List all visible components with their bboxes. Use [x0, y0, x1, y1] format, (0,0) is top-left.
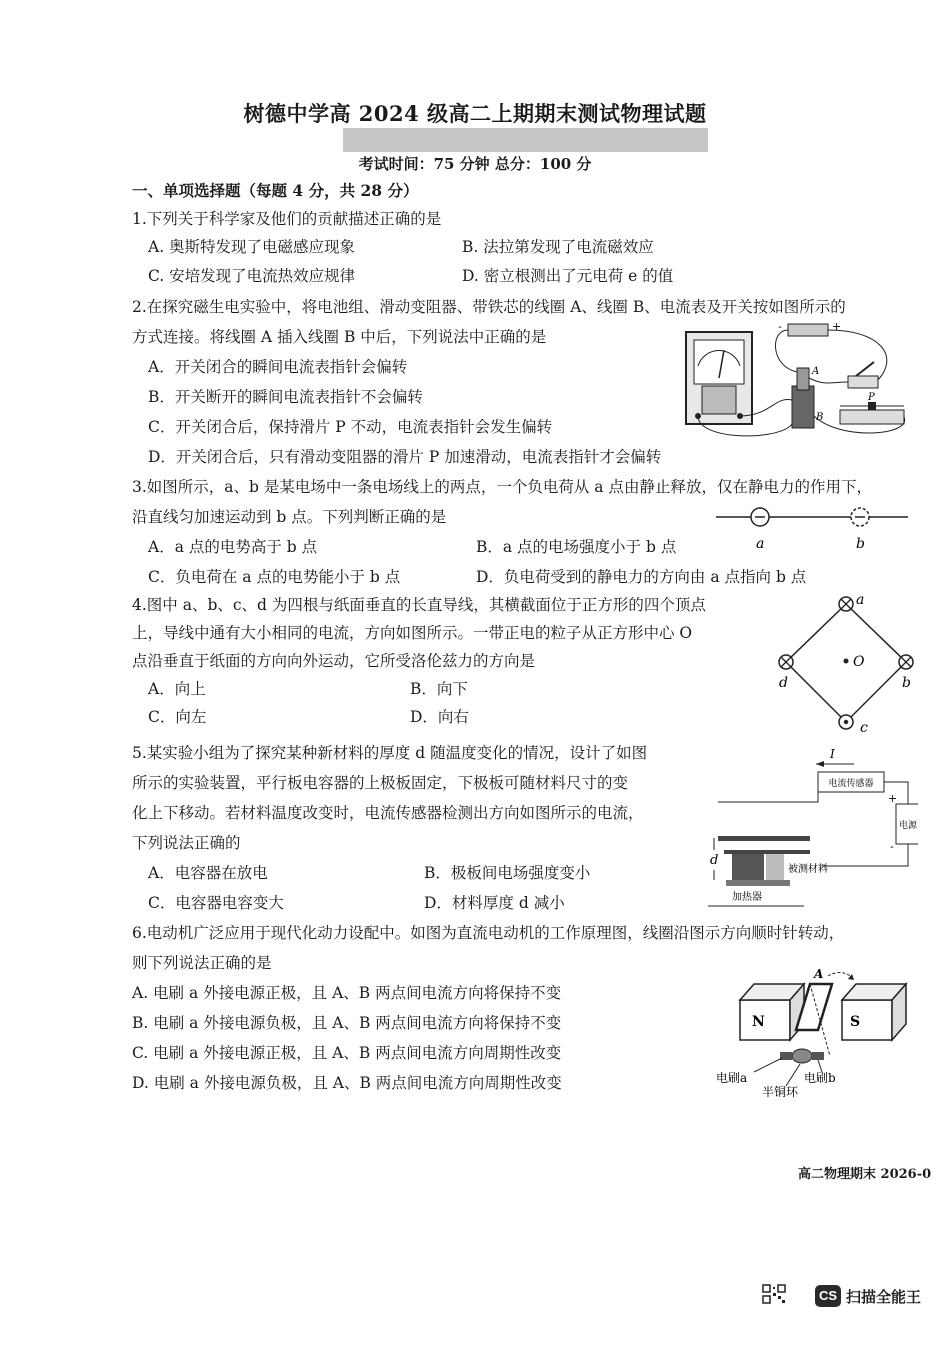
- commutator: [792, 1049, 812, 1063]
- redaction-bar: [343, 128, 708, 152]
- section-title: 一、单项选择题（每题 4 分，共 28 分）: [132, 181, 419, 200]
- question-6-stem-1: 6.电动机广泛应用于现代化动力设配中。如图为直流电动机的工作原理图，线圈沿图示方向顺时针转动，: [132, 924, 845, 942]
- point-b-label: b: [856, 536, 865, 552]
- question-4-stem-3: 点沿垂直于纸面的方向向外运动，它所受洛伦兹力的方向是: [132, 652, 536, 670]
- question-5-stem-1: 5.某实验小组为了探究某种新材料的厚度 d 随温度变化的情况，设计了如图: [132, 744, 648, 762]
- capacitor-lower-plate: [724, 850, 810, 854]
- wire-c-label: c: [860, 720, 868, 736]
- rheostat: [840, 410, 904, 424]
- q3-option-a: A．a 点的电势高于 b 点: [148, 538, 318, 556]
- q3-figure-field-line: [714, 504, 910, 552]
- brush-a-label: 电刷a: [716, 1071, 748, 1085]
- q6-option-c: C. 电刷 a 外接电源正极，且 A、B 两点间电流方向周期性改变: [132, 1044, 562, 1062]
- q5-option-a: A．电容器在放电: [148, 864, 268, 882]
- exam-info: 考试时间：75 分钟 总分：100 分: [358, 155, 592, 173]
- wire-c-dot: [844, 720, 848, 724]
- q2-option-c: C．开关闭合后，保持滑片 P 不动，电流表指针会发生偏转: [148, 418, 553, 436]
- wire-bottom-right: [822, 844, 908, 866]
- material-edge: [766, 854, 784, 880]
- question-5-stem-3: 化上下移动。若材料温度改变时，电流传感器检测出方向如图所示的电流，: [132, 804, 644, 822]
- footer-text: 高二物理期末 2026-0: [798, 1167, 932, 1182]
- wire-4: [828, 330, 887, 380]
- q3-option-c: C．负电荷在 a 点的电势能小于 b 点: [148, 568, 401, 586]
- brush-a: [780, 1052, 792, 1060]
- rheostat-slider: [868, 402, 876, 410]
- brush-b-label: 电刷b: [804, 1071, 836, 1085]
- q5-option-b: B．极板间电场强度变小: [424, 864, 591, 882]
- wire-top-left: [718, 782, 818, 802]
- capacitor-upper-plate: [718, 836, 810, 841]
- qr-code-icon: [762, 1284, 786, 1304]
- wire-d-label: d: [779, 675, 788, 691]
- heater-label: 加热器: [732, 892, 762, 903]
- thickness-d-label: d: [710, 853, 719, 868]
- q6-option-b: B. 电刷 a 外接电源负极，且 A、B 两点间电流方向将保持不变: [132, 1014, 562, 1032]
- test-material: [732, 854, 764, 880]
- power-minus-label: -: [890, 840, 894, 853]
- q6-option-d: D. 电刷 a 外接电源负极，且 A、B 两点间电流方向周期性改变: [132, 1074, 562, 1092]
- current-i-label: I: [830, 747, 835, 761]
- battery: [788, 324, 828, 336]
- brush-b: [812, 1052, 824, 1060]
- question-3-stem-2: 沿直线匀加速运动到 b 点。下列判断正确的是: [132, 508, 447, 526]
- magnet-n-front: [740, 1000, 790, 1040]
- wire-b-label: b: [902, 675, 911, 691]
- q4-option-d: D．向右: [410, 708, 469, 726]
- brush-a-pointer: [754, 1058, 782, 1072]
- current-arrowhead: [816, 761, 824, 767]
- slider-p-label: P: [868, 392, 875, 403]
- switch: [848, 376, 878, 388]
- half-ring-label: 半铜环: [762, 1085, 799, 1098]
- q5-figure-capacitor-circuit: [704, 746, 918, 908]
- coil-a: [797, 368, 809, 390]
- q4-option-c: C．向左: [148, 708, 207, 726]
- scanner-logo: CS: [815, 1285, 841, 1307]
- question-4-stem-1: 4.图中 a、b、c、d 为四根与纸面垂直的长直导线，其横截面位于正方形的四个顶点: [132, 596, 706, 614]
- point-a-label: a: [756, 536, 765, 552]
- q2-option-a: A．开关闭合的瞬间电流表指针会偏转: [148, 358, 408, 376]
- q1-option-d: D. 密立根测出了元电荷 e 的值: [462, 267, 674, 285]
- battery-plus-label: +: [832, 320, 842, 333]
- center-o-label: O: [853, 654, 865, 670]
- q4-option-b: B．向下: [410, 680, 468, 698]
- q6-figure-dc-motor: [714, 960, 920, 1098]
- wire-a-label: a: [856, 594, 865, 608]
- wire-5: [809, 378, 848, 383]
- coil-b-label: B: [816, 412, 824, 423]
- q5-option-d: D．材料厚度 d 减小: [424, 894, 565, 912]
- q2-figure-induction-circuit: [680, 316, 912, 446]
- question-1-stem: 1.下列关于科学家及他们的贡献描述正确的是: [132, 210, 442, 228]
- magnet-s-label: S: [850, 1014, 861, 1030]
- point-a-label: A: [814, 967, 824, 981]
- power-label: 电源: [898, 821, 918, 831]
- coil-b: [792, 386, 814, 428]
- question-6-stem-2: 则下列说法正确的是: [132, 954, 272, 972]
- magnet-n-label: N: [752, 1014, 765, 1030]
- page-title: 树德中学高 2024 级高二上期期末测试物理试题: [243, 101, 707, 126]
- q5-option-c: C．电容器电容变大: [148, 894, 284, 912]
- question-3-stem-1: 3.如图所示，a、b 是某电场中一条电场线上的两点，一个负电荷从 a 点由静止释放，仅在静电力的作用下，: [132, 478, 872, 496]
- q2-option-d: D．开关闭合后，只有滑动变阻器的滑片 P 加速滑动，电流表指针才会偏转: [148, 448, 662, 466]
- q1-option-a: A. 奥斯特发现了电磁感应现象: [148, 238, 356, 256]
- q3-option-b: B．a 点的电场强度小于 b 点: [476, 538, 677, 556]
- q1-option-b: B. 法拉第发现了电流磁效应: [462, 238, 654, 256]
- q4-figure-wire-square: [774, 594, 922, 736]
- half-ring-pointer: [786, 1064, 800, 1086]
- test-material-label: 被测材料: [788, 864, 828, 875]
- switch-lever: [856, 362, 874, 376]
- question-5-stem-2: 所示的实验装置，平行板电容器的上极板固定，下极板可随材料尺寸的变: [132, 774, 629, 792]
- q1-option-c: C. 安培发现了电流热效应规律: [148, 267, 356, 285]
- battery-minus-label: -: [778, 320, 782, 333]
- coil-a-label: A: [812, 366, 820, 377]
- question-2-stem-2: 方式连接。将线圈 A 插入线圈 B 中后，下列说法中正确的是: [132, 328, 547, 346]
- power-plus-label: +: [888, 792, 898, 805]
- center-point: [844, 659, 849, 664]
- q3-option-d: D．负电荷受到的静电力的方向由 a 点指向 b 点: [476, 568, 807, 586]
- galvanometer-core: [702, 386, 736, 414]
- heater: [726, 880, 790, 886]
- q2-option-b: B．开关断开的瞬间电流表指针不会偏转: [148, 388, 423, 406]
- q6-option-a: A. 电刷 a 外接电源正极，且 A、B 两点间电流方向将保持不变: [132, 984, 562, 1002]
- q4-option-a: A．向上: [148, 680, 206, 698]
- question-4-stem-2: 上，导线中通有大小相同的电流，方向如图所示。一带正电的粒子从正方形中心 O: [132, 624, 693, 642]
- question-2-stem-1: 2.在探究磁生电实验中，将电池组、滑动变阻器、带铁芯的线圈 A、线圈 B、电流表及开关按如图所示的: [132, 298, 846, 316]
- scanner-watermark: 扫描全能王: [846, 1288, 922, 1306]
- question-5-stem-4: 下列说法正确的: [132, 834, 241, 852]
- current-sensor-label: 电流传感器: [828, 779, 874, 789]
